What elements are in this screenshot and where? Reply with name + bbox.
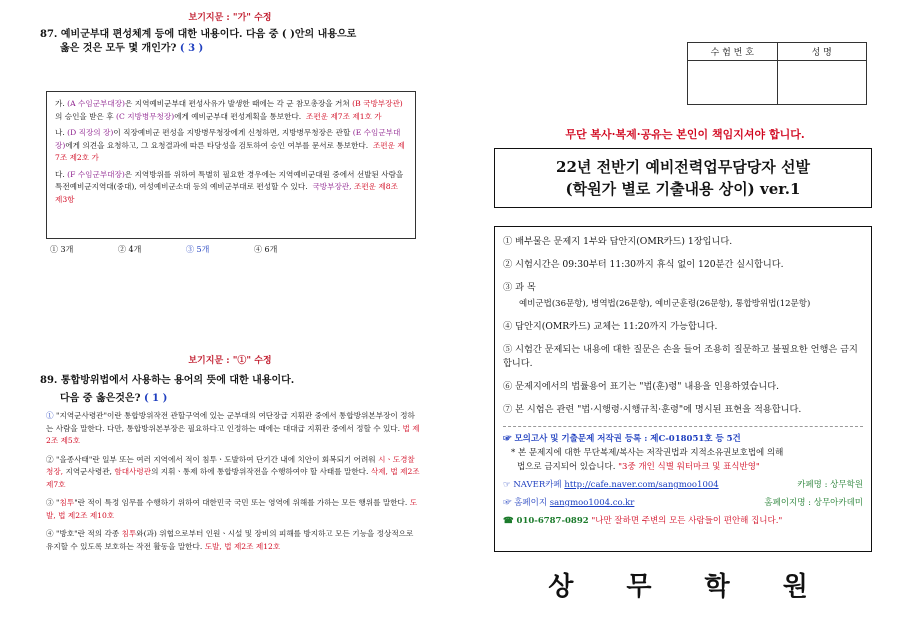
q89-option-3: ③ "침투"란 적이 특정 임무를 수행하기 위하여 대한민국 국민 또는 영역에 위해를 가하는 모든 행위를 말한다. 도발, 법 제2조 제10호 bbox=[46, 498, 418, 520]
q87-ref-ga: 조편운 제7조 제1호 가 bbox=[306, 111, 382, 121]
instructions-box bbox=[494, 226, 872, 552]
q87-title bbox=[40, 28, 430, 56]
exam-number-header: 수 험 번 호 bbox=[688, 43, 778, 61]
q89-title-line1: 89. 통합방위법에서 사용하는 용어의 뜻에 대한 내용이다. bbox=[40, 375, 295, 386]
name-header: 성 명 bbox=[777, 43, 867, 61]
exam-title-box bbox=[494, 148, 872, 208]
instruction-6: ⑥ 문제지에서의 법률용어 표기는 "법(훈)령" 내용을 인용하였습니다. bbox=[503, 381, 780, 392]
q87-item-ga: 가. (A 수임군부대장)은 지역예비군부대 편성사유가 발생한 때에는 각 군 참모총장을 거쳐 (B 국방부장관)의 승인을 받은 후 (C 지방병무청장)에게 예비군부대 편성계획을 통보한다. 조편운 제7조 제1호 가 bbox=[55, 99, 403, 121]
q87-ref-na: 조편운 제7조 제2호 가 bbox=[55, 140, 405, 162]
instruction-4: ④ 답안지(OMR카드) 교체는 11:20까지 가능합니다. bbox=[503, 321, 718, 332]
exam-number-field[interactable] bbox=[688, 61, 778, 105]
copyright-line3: 법으로 금지되어 있습니다. "3중 개인 식별 워터마크 및 표식반영" bbox=[517, 462, 760, 472]
q87-option-4: ④ 6개 bbox=[254, 245, 278, 254]
q89-options bbox=[46, 410, 420, 557]
homepage-link[interactable]: sangmoo1004.co.kr bbox=[549, 498, 635, 508]
cafe-name: 카페명 : 상무학원 bbox=[797, 480, 863, 490]
copy-warning: 무단 복사·복제·공유는 본인이 책임지셔야 합니다. bbox=[565, 128, 805, 141]
exam-title-line1: 22년 전반기 예비전력업무담당자 선발 bbox=[556, 158, 810, 176]
q89-answer: ( 1 ) bbox=[143, 393, 168, 404]
q87-title-line2: 옳은 것은 모두 몇 개인가? bbox=[60, 43, 177, 54]
q89-option-1: ① "지역군사령관"이란 통합방위작전 관할구역에 있는 군부대의 여단장급 지휘관 중에서 통합방위본부장이 정하는 사람을 말한다. 다만, 통합방위본부장은 필요하다고 인정하는 때에는 대대급 지휘관 중에서 정할 수 있다. 법 제2조 제5호 bbox=[46, 411, 420, 445]
phone-row bbox=[503, 514, 863, 528]
q87-answer: ( 3 ) bbox=[179, 43, 204, 54]
copyright-line1: ☞ 모의고사 및 기출문제 저작권 등록 : 제C-018051호 등 5건 bbox=[503, 434, 741, 444]
q87-option-3: ③ 5개 bbox=[186, 245, 210, 254]
instruction-2: ② 시험시간은 09:30부터 11:30까지 휴식 없이 120분간 실시합니다. bbox=[503, 259, 784, 270]
q87-box bbox=[46, 91, 416, 239]
q89-option-2: ② "을종사태"란 일부 또는 여러 지역에서 적이 침투ㆍ도발하여 단기간 내에 치안이 회복되기 어려워 시ㆍ도경찰청장, 지역군사령관, 함대사령관의 지휘ㆍ통제 하에 통합방위작전을 수행하여야 할 사태를 말한다. 삭제, 법 제2조 제7호 bbox=[46, 454, 420, 489]
q87-title-line1: 87. 예비군부대 편성체계 등에 대한 내용이다. 다음 중 ( )안의 내용으로 bbox=[40, 29, 357, 40]
examinee-id-table bbox=[687, 42, 867, 105]
q89-title-line2: 다음 중 옳은것은? bbox=[60, 393, 141, 404]
phone-number: ☎ 010-6787-0892 bbox=[503, 516, 589, 526]
q87-options bbox=[50, 244, 322, 255]
q89-option-4: ④ "방호"란 적의 각종 침투와(과) 위협으로부터 인원ㆍ시설 및 장비의 피해를 방지하고 모든 기능을 정상적으로 유지할 수 있도록 보호하는 작전 활동을 말한다. 도발, 법 제2조 제12호 bbox=[46, 529, 414, 551]
naver-cafe-link[interactable]: http://cafe.naver.com/sangmoo1004 bbox=[564, 480, 719, 490]
homepage-row: ☞ 홈페이지 sangmoo1004.co.kr 홈페이지명 : 상무아카데미 bbox=[503, 498, 863, 508]
academy-name: 상 무 학 원 bbox=[548, 572, 830, 602]
q87-option-2: ② 4개 bbox=[118, 245, 142, 254]
naver-row: ☞ NAVER카페 http://cafe.naver.com/sangmoo1004 카페명 : 상무학원 bbox=[503, 480, 863, 490]
q89-note: 보기지문 : "①" 수정 bbox=[188, 356, 272, 366]
q87-item-da: 다. (F 수임군부대장)은 지역방위를 위하여 특별히 필요한 경우에는 지역예비군대원 중에서 선발된 사람을 특전예비군지역대(중대), 여성예비군소대 등의 예비군부대로 편성할 수 있다. 국방부장관, 조편운 제8조 제3항 bbox=[55, 169, 404, 204]
q87-option-1: ① 3개 bbox=[50, 245, 74, 254]
motto: "나만 잘하면 주변의 모든 사람들이 편안해 집니다." bbox=[591, 516, 783, 526]
instruction-5: ⑤ 시험간 문제되는 내용에 대한 질문은 손을 들어 조용히 질문하고 불필요한 언행은 금지합니다. bbox=[503, 344, 858, 369]
instruction-3: ③ 과 목 bbox=[503, 282, 536, 293]
copyright-line2: * 본 문제지에 대한 무단복제/복사는 저작권법과 지적소유권보호법에 의해 bbox=[511, 448, 784, 458]
instruction-1: ① 배부물은 문제지 1부와 답안지(OMR카드) 1장입니다. bbox=[503, 236, 733, 247]
homepage-name: 홈페이지명 : 상무아카데미 bbox=[764, 498, 863, 508]
instruction-7: ⑦ 본 시험은 관련 "법·시행령·시행규칙·훈령"에 명시된 표현을 적용합니다. bbox=[503, 404, 802, 415]
exam-title-line2: (학원가 별로 기출내용 상이) ver.1 bbox=[565, 180, 801, 198]
q87-item-na: 나. (D 직장의 장)이 직장예비군 편성을 지방병무청장에게 신청하면, 지방병무청장은 관할 (E 수임군부대장)에게 의견을 요청하고, 그 요청결과에 따른 타당성을 검토하여 승인 여부를 문서로 통보한다. 조편운 제7조 제2호 가 bbox=[55, 128, 405, 162]
watermark-note: "3중 개인 식별 워터마크 및 표식반영" bbox=[618, 462, 760, 472]
subjects: 예비군법(36문항), 병역법(26문항), 예비군훈령(26문항), 통합방위법(12문항) bbox=[519, 299, 811, 309]
q89-title bbox=[40, 374, 430, 406]
name-field[interactable] bbox=[777, 61, 867, 105]
q87-ref-da: 조편운 제8조 제3항 bbox=[55, 182, 398, 204]
q87-note: 보기지문 : "가" 수정 bbox=[188, 13, 272, 23]
